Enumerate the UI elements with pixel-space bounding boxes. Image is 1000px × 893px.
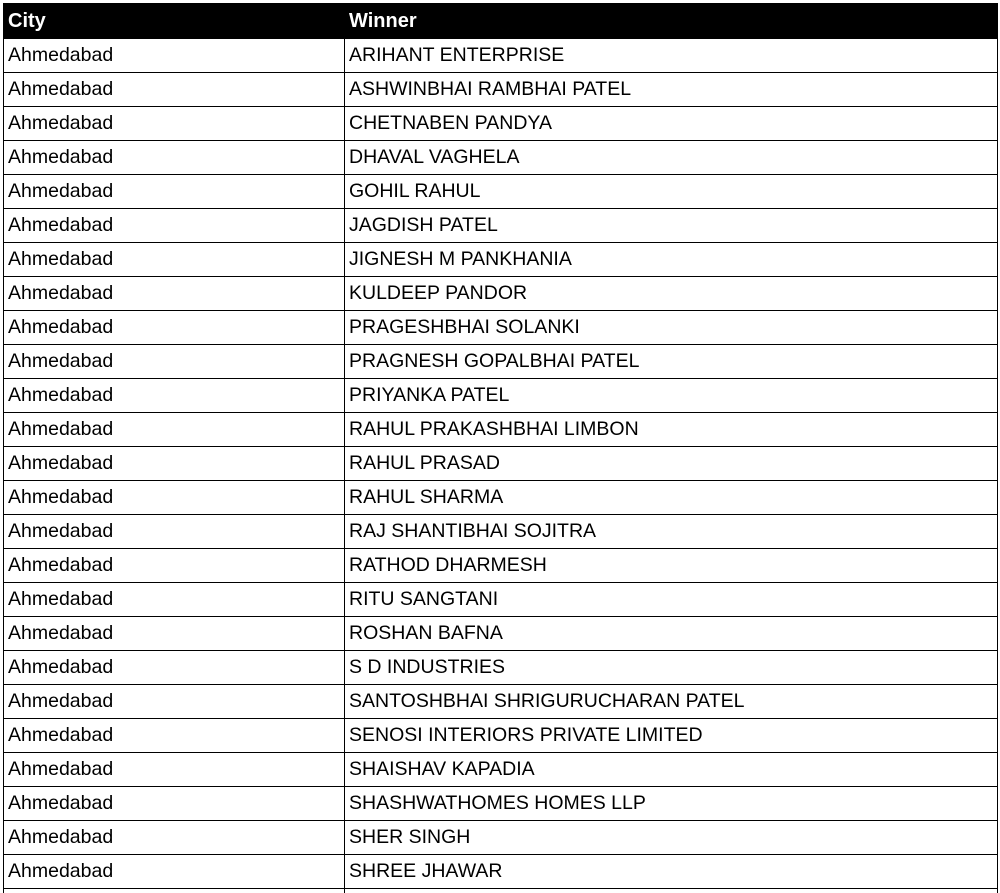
table-row bbox=[4, 209, 998, 243]
cell-city[interactable]: Ahmedabad bbox=[4, 379, 345, 413]
cell-winner[interactable]: RAHUL PRAKASHBHAI LIMBON bbox=[345, 413, 998, 447]
cell-city[interactable]: Ahmedabad bbox=[4, 107, 345, 141]
table-row bbox=[4, 107, 998, 141]
table-row bbox=[4, 753, 998, 787]
cell-city[interactable]: Ahmedabad bbox=[4, 209, 345, 243]
table-row bbox=[4, 821, 998, 855]
table-row bbox=[4, 685, 998, 719]
cell-winner[interactable]: PRAGESHBHAI SOLANKI bbox=[345, 311, 998, 345]
table-row bbox=[4, 345, 998, 379]
cell-winner-empty[interactable] bbox=[345, 889, 998, 893]
cell-winner[interactable]: SHREE JHAWAR bbox=[345, 855, 998, 889]
cell-winner[interactable]: JAGDISH PATEL bbox=[345, 209, 998, 243]
cell-city[interactable]: Ahmedabad bbox=[4, 413, 345, 447]
cell-winner[interactable]: ARIHANT ENTERPRISE bbox=[345, 39, 998, 73]
cell-city[interactable]: Ahmedabad bbox=[4, 753, 345, 787]
table-row bbox=[4, 277, 998, 311]
table-row bbox=[4, 617, 998, 651]
cell-city[interactable]: Ahmedabad bbox=[4, 617, 345, 651]
table-row-partial bbox=[4, 889, 998, 893]
table-row bbox=[4, 855, 998, 889]
cell-winner[interactable]: SANTOSHBHAI SHRIGURUCHARAN PATEL bbox=[345, 685, 998, 719]
cell-city[interactable]: Ahmedabad bbox=[4, 141, 345, 175]
table-row bbox=[4, 413, 998, 447]
cell-winner[interactable]: GOHIL RAHUL bbox=[345, 175, 998, 209]
column-header-city[interactable]: City bbox=[4, 4, 345, 39]
cell-winner[interactable]: KULDEEP PANDOR bbox=[345, 277, 998, 311]
cell-winner[interactable]: CHETNABEN PANDYA bbox=[345, 107, 998, 141]
cell-city[interactable]: Ahmedabad bbox=[4, 175, 345, 209]
cell-winner[interactable]: RAHUL SHARMA bbox=[345, 481, 998, 515]
cell-city[interactable]: Ahmedabad bbox=[4, 855, 345, 889]
column-header-winner[interactable]: Winner bbox=[345, 4, 998, 39]
cell-city[interactable]: Ahmedabad bbox=[4, 277, 345, 311]
cell-winner[interactable]: RAHUL PRASAD bbox=[345, 447, 998, 481]
table-row bbox=[4, 583, 998, 617]
cell-winner[interactable]: ASHWINBHAI RAMBHAI PATEL bbox=[345, 73, 998, 107]
cell-city[interactable]: Ahmedabad bbox=[4, 651, 345, 685]
cell-city[interactable]: Ahmedabad bbox=[4, 243, 345, 277]
cell-winner[interactable]: PRIYANKA PATEL bbox=[345, 379, 998, 413]
table-row bbox=[4, 719, 998, 753]
cell-winner[interactable]: JIGNESH M PANKHANIA bbox=[345, 243, 998, 277]
cell-city[interactable]: Ahmedabad bbox=[4, 515, 345, 549]
table-row bbox=[4, 175, 998, 209]
table-row bbox=[4, 73, 998, 107]
cell-winner[interactable]: SHER SINGH bbox=[345, 821, 998, 855]
cell-city-empty[interactable] bbox=[4, 889, 345, 893]
cell-winner[interactable]: RAJ SHANTIBHAI SOJITRA bbox=[345, 515, 998, 549]
cell-city[interactable]: Ahmedabad bbox=[4, 311, 345, 345]
table-row bbox=[4, 549, 998, 583]
table-row bbox=[4, 311, 998, 345]
cell-winner[interactable]: S D INDUSTRIES bbox=[345, 651, 998, 685]
table-row bbox=[4, 447, 998, 481]
header-row bbox=[4, 4, 998, 39]
cell-city[interactable]: Ahmedabad bbox=[4, 549, 345, 583]
cell-winner[interactable]: ROSHAN BAFNA bbox=[345, 617, 998, 651]
table-body bbox=[4, 39, 998, 893]
cell-winner[interactable]: RITU SANGTANI bbox=[345, 583, 998, 617]
table-header bbox=[4, 4, 998, 39]
cell-winner[interactable]: RATHOD DHARMESH bbox=[345, 549, 998, 583]
cell-city[interactable]: Ahmedabad bbox=[4, 821, 345, 855]
table-row bbox=[4, 141, 998, 175]
cell-city[interactable]: Ahmedabad bbox=[4, 73, 345, 107]
table-row bbox=[4, 243, 998, 277]
table-row bbox=[4, 481, 998, 515]
table-row bbox=[4, 651, 998, 685]
cell-winner[interactable]: SENOSI INTERIORS PRIVATE LIMITED bbox=[345, 719, 998, 753]
cell-city[interactable]: Ahmedabad bbox=[4, 447, 345, 481]
cell-winner[interactable]: SHASHWATHOMES HOMES LLP bbox=[345, 787, 998, 821]
cell-winner[interactable]: DHAVAL VAGHELA bbox=[345, 141, 998, 175]
cell-city[interactable]: Ahmedabad bbox=[4, 787, 345, 821]
cell-winner[interactable]: PRAGNESH GOPALBHAI PATEL bbox=[345, 345, 998, 379]
cell-city[interactable]: Ahmedabad bbox=[4, 719, 345, 753]
cell-city[interactable]: Ahmedabad bbox=[4, 685, 345, 719]
cell-city[interactable]: Ahmedabad bbox=[4, 583, 345, 617]
cell-city[interactable]: Ahmedabad bbox=[4, 39, 345, 73]
table-row bbox=[4, 515, 998, 549]
cell-city[interactable]: Ahmedabad bbox=[4, 481, 345, 515]
table-row bbox=[4, 379, 998, 413]
table-row bbox=[4, 39, 998, 73]
cell-city[interactable]: Ahmedabad bbox=[4, 345, 345, 379]
cell-winner[interactable]: SHAISHAV KAPADIA bbox=[345, 753, 998, 787]
table-row bbox=[4, 787, 998, 821]
winners-table bbox=[3, 3, 998, 893]
